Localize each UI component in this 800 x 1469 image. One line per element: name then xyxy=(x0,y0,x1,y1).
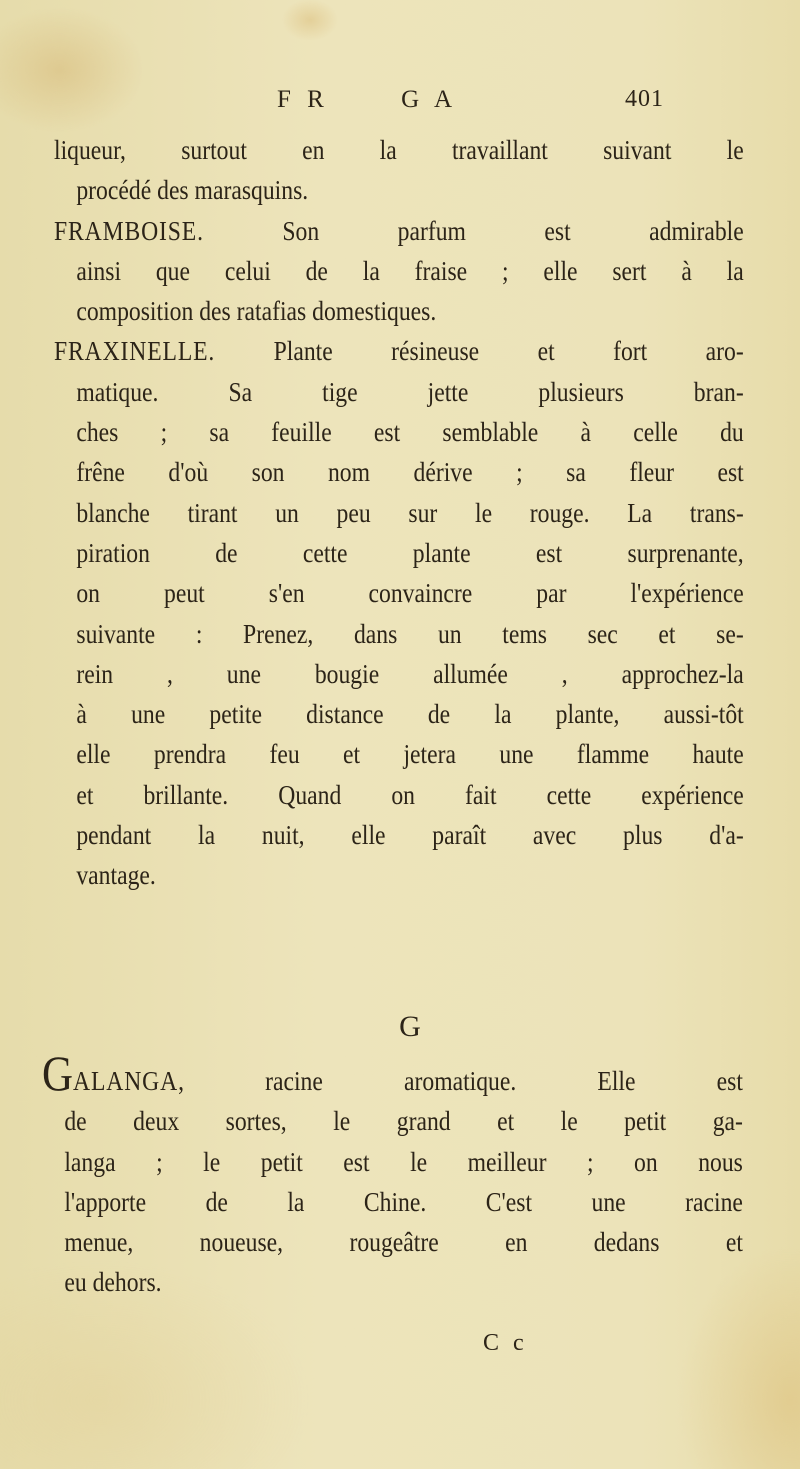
text-line: elle prendra feu et jetera une flamme haute xyxy=(76,738,744,770)
text-line: de deux sortes, le grand et le petit ga- xyxy=(64,1105,743,1137)
text-line: matique. Sa tige jette plusieurs bran- xyxy=(76,375,744,407)
running-head-left: F R xyxy=(277,86,325,113)
text-line: vantage. xyxy=(76,859,156,891)
entry-fraxinelle: FRAXINELLE. Plante résineuse et fort aro- xyxy=(54,335,744,367)
text-line: frêne d'où son nom dérive ; sa fleur est xyxy=(76,456,744,488)
text-line: eu dehors. xyxy=(64,1266,162,1298)
running-head-right: G A xyxy=(401,86,454,113)
headword-galanga: ALANGA xyxy=(73,1065,179,1096)
running-head-letters xyxy=(277,86,453,114)
text-line: langa ; le petit est le meilleur ; on nous xyxy=(64,1145,743,1177)
headword-framboise: FRAMBOISE. xyxy=(54,214,204,246)
text-line: et brillante. Quand on fait cette expérience xyxy=(76,778,744,810)
text-line: ches ; sa feuille est semblable à celle du xyxy=(76,416,744,448)
headword-fraxinelle: FRAXINELLE. xyxy=(54,335,216,367)
text-line: composition des ratafias domestiques. xyxy=(76,295,437,327)
drop-cap: G xyxy=(42,1045,74,1101)
section-letter: G xyxy=(399,1010,421,1043)
text-line: rein , une bougie allumée , approchez-la xyxy=(76,657,744,689)
text-line: procédé des marasquins. xyxy=(76,174,309,206)
body-text xyxy=(54,130,744,896)
entry-framboise: FRAMBOISE. Son parfum est admirable xyxy=(54,214,744,246)
entry-galanga xyxy=(42,1045,743,1303)
text-line: GALANGA, racine aromatique. Elle est xyxy=(42,1045,743,1101)
page-number: 401 xyxy=(625,86,664,112)
running-head xyxy=(0,86,800,122)
signature-mark: C c xyxy=(483,1330,524,1356)
text-line: l'apporte de la Chine. C'est une racine xyxy=(64,1185,743,1217)
text-line: blanche tirant un peu sur le rouge. La trans- xyxy=(76,496,744,528)
text-line: à une petite distance de la plante, aussi-tôt xyxy=(76,698,744,730)
text-line: on peut s'en convaincre par l'expérience xyxy=(76,577,744,609)
text-line: liqueur, surtout en la travaillant suivant le xyxy=(54,134,744,165)
text-line: pendant la nuit, elle paraît avec plus d'a- xyxy=(76,819,744,851)
text-line: suivante : Prenez, dans un tems sec et se- xyxy=(76,617,744,649)
text-line: ainsi que celui de la fraise ; elle sert à la xyxy=(76,254,744,286)
text-line: piration de cette plante est surprenante, xyxy=(76,536,744,568)
text-line: menue, noueuse, rougeâtre en dedans et xyxy=(64,1226,743,1258)
